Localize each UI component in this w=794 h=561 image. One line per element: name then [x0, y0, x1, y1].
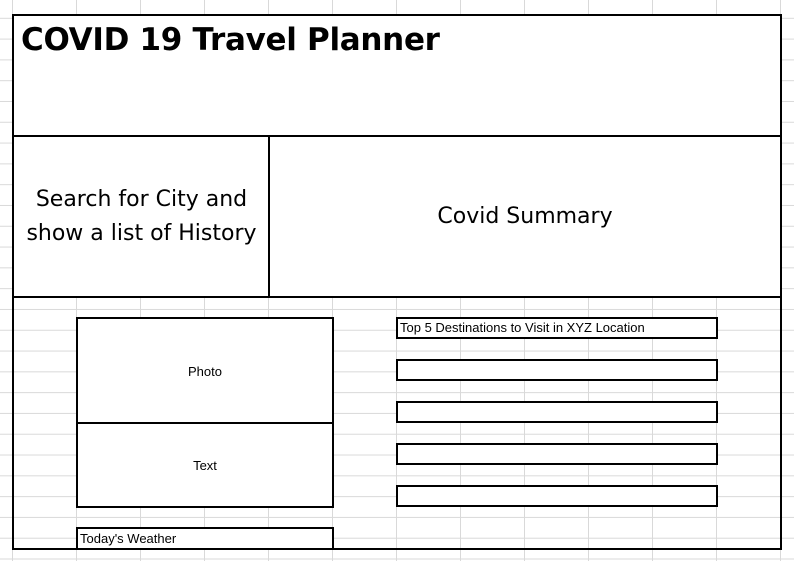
city-search-label-line1: Search for City and: [35, 186, 248, 212]
todays-weather-label: Today's Weather: [80, 531, 177, 546]
covid-summary-label: Covid Summary: [437, 204, 613, 229]
page-frame: [12, 14, 782, 550]
text-label: Text: [193, 457, 217, 473]
photo-label: Photo: [188, 363, 222, 379]
page-title: COVID 19 Travel Planner: [21, 22, 440, 58]
destinations-heading-label: Top 5 Destinations to Visit in XYZ Location: [400, 320, 645, 335]
city-search-label-line2: show a list of History: [26, 220, 257, 246]
